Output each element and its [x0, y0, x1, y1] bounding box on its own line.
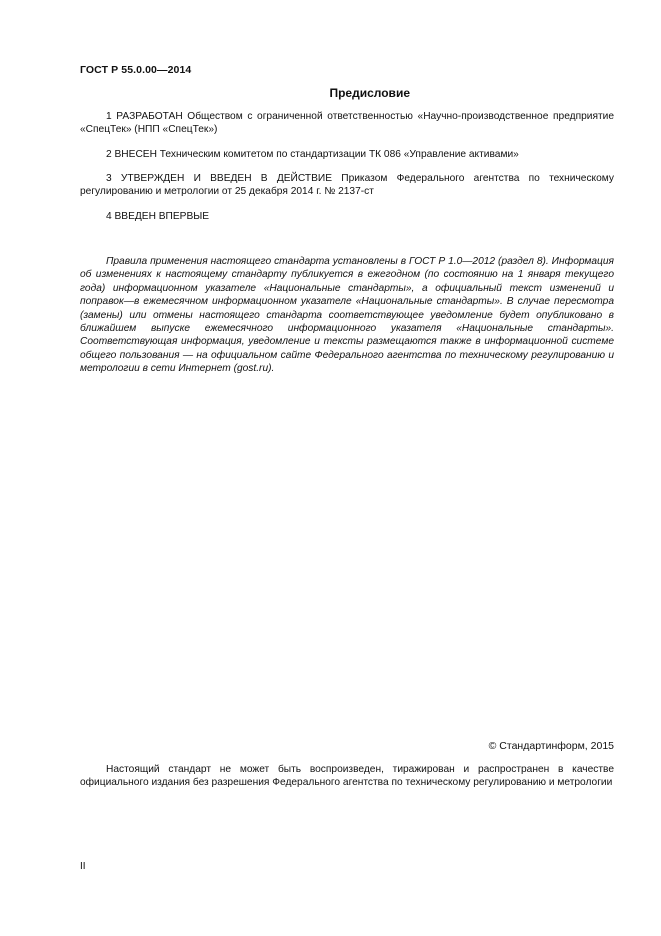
paragraph-first-introduced: 4 ВВЕДЕН ВПЕРВЫЕ [106, 211, 210, 222]
reproduction-notice: Настоящий стандарт не может быть воспроизведен, тиражирован и распространен в качестве официального издания без разрешения Федерального агентства по техническому регулированию и метрологии [80, 764, 614, 789]
standard-code: ГОСТ Р 55.0.00—2014 [80, 64, 192, 76]
page-number: II [80, 861, 86, 872]
paragraph-developed-by: 1 РАЗРАБОТАН Обществом с ограниченной ответственностью «Научно-производственное предприятие «СпецТек» (НПП «СпецТек») [80, 111, 614, 136]
paragraph-approved: 3 УТВЕРЖДЕН И ВВЕДЕН В ДЕЙСТВИЕ Приказом Федерального агентства по техническому регулированию и метрологии от 25 декабря 2014 г. № 2137-ст [80, 173, 614, 198]
application-rules-note: Правила применения настоящего стандарта установлены в ГОСТ Р 1.0—2012 (раздел 8). Информация об изменениях к настоящему стандарту публикуется в ежегодном (по состоянию на 1 января текущего года) информационном указателе «Национальные стандарты», а официальный текст изменений и поправок—в ежемесячном информационном указателе «Национальные стандарты». В случае пересмотра (замены) или отмены настоящего стандарта соответствующее уведомление будет опубликовано в ближайшем выпуске ежемесячного информационного указателя «Национальные стандарты». Соответствующая информация, уведомление и тексты размещаются также в информационной системе общего пользования — на официальном сайте Федерального агентства по техническому регулированию и метрологии в сети Интернет (gost.ru). [80, 256, 614, 375]
page-title: Предисловие [329, 86, 410, 100]
paragraph-submitted-by: 2 ВНЕСЕН Техническим комитетом по стандартизации ТК 086 «Управление активами» [106, 149, 519, 160]
copyright-notice: © Стандартинформ, 2015 [488, 740, 614, 752]
